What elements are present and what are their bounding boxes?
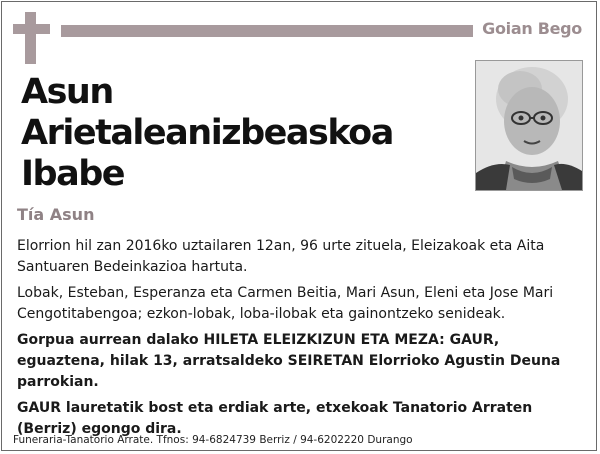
deceased-portrait-photo bbox=[475, 60, 583, 191]
cross-icon-vertical bbox=[25, 12, 36, 64]
deceased-name bbox=[21, 72, 471, 195]
deceased-nickname: Tía Asun bbox=[17, 205, 95, 224]
deceased-name-line2: Ibabe bbox=[21, 154, 124, 194]
obituary-card bbox=[1, 1, 597, 451]
funeral-home-footer: Funeraria-Tanatorio Arrate. Tfnos: 94-6824739 Berriz / 94-6202220 Durango bbox=[13, 434, 413, 446]
paragraph-relatives: Lobak, Esteban, Esperanza eta Carmen Beitia, Mari Asun, Eleni eta Jose Mari Cengotitabengoa; ezkon-lobak, loba-ilobak eta gainontzeko senideak. bbox=[17, 285, 554, 322]
header-place-label: Goian Bego bbox=[482, 19, 582, 38]
paragraph-funeral-service: Gorpua aurrean dalako HILETA ELEIZKIZUN ETA MEZA: GAUR, eguaztena, hilak 13, arratsaldeko SEIRETAN Elorrioko Agustin Deuna parrokian. bbox=[17, 332, 561, 390]
cross-icon-horizontal bbox=[13, 24, 50, 34]
paragraph-wake: GAUR lauretatik bost eta erdiak arte, etxekoak Tanatorio Arraten (Berriz) egongo dira. bbox=[17, 400, 533, 437]
deceased-name-line1: Asun Arietaleanizbeaskoa bbox=[21, 72, 393, 153]
obituary-body bbox=[17, 236, 582, 445]
paragraph-death-notice: Elorrion hil zan 2016ko uztailaren 12an, 96 urte zituela, Eleizakoak eta Aita Santuaren Bedeinkazioa hartuta. bbox=[17, 238, 545, 275]
header-divider-bar bbox=[61, 25, 473, 37]
portrait-illustration bbox=[476, 61, 582, 190]
